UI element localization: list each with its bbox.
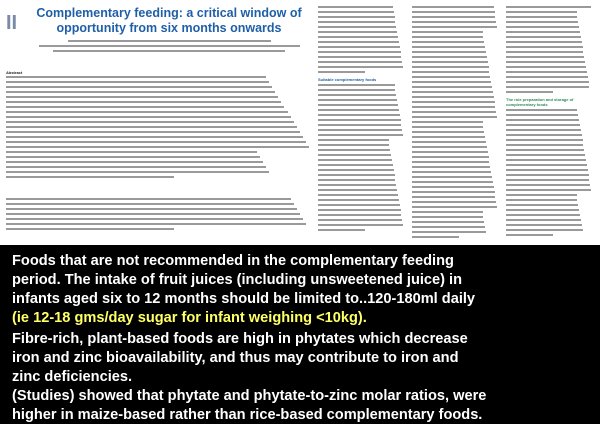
text-line bbox=[506, 86, 589, 88]
text-line bbox=[412, 41, 484, 43]
text-line bbox=[318, 6, 393, 8]
text-line bbox=[318, 229, 365, 231]
text-line bbox=[318, 209, 401, 211]
text-line bbox=[318, 204, 400, 206]
text-line bbox=[6, 96, 278, 98]
keywords-block bbox=[6, 198, 312, 238]
text-line bbox=[412, 46, 485, 48]
caption-line-8: (Studies) showed that phytate and phytate-to-zinc molar ratios, were bbox=[12, 388, 487, 404]
text-line bbox=[412, 11, 495, 13]
text-line bbox=[506, 26, 579, 28]
text-line bbox=[6, 151, 257, 153]
text-line bbox=[318, 31, 397, 33]
text-line bbox=[6, 213, 300, 215]
text-line bbox=[318, 169, 394, 171]
text-line bbox=[506, 81, 589, 83]
text-line bbox=[506, 129, 581, 131]
text-line bbox=[6, 146, 309, 148]
text-line bbox=[412, 186, 494, 188]
text-line bbox=[412, 81, 491, 83]
text-line bbox=[412, 201, 496, 203]
text-line bbox=[6, 121, 294, 123]
text-line bbox=[318, 179, 395, 181]
text-line bbox=[506, 21, 578, 23]
text-line bbox=[412, 236, 459, 238]
text-line bbox=[318, 56, 401, 58]
text-line bbox=[6, 156, 260, 158]
text-line bbox=[506, 139, 583, 141]
text-line bbox=[318, 184, 396, 186]
text-line bbox=[412, 116, 497, 118]
text-line bbox=[412, 86, 492, 88]
text-line bbox=[412, 181, 493, 183]
text-line bbox=[318, 154, 391, 156]
text-line bbox=[506, 149, 584, 151]
text-line bbox=[506, 234, 553, 236]
text-line bbox=[412, 126, 483, 128]
text-line bbox=[412, 31, 483, 33]
text-line bbox=[506, 174, 589, 176]
text-line bbox=[318, 124, 401, 126]
text-line bbox=[6, 203, 294, 205]
text-line bbox=[412, 131, 484, 133]
text-line bbox=[318, 149, 390, 151]
text-line bbox=[506, 11, 577, 13]
text-line bbox=[506, 154, 585, 156]
text-line bbox=[506, 71, 587, 73]
text-line bbox=[412, 216, 483, 218]
author-block bbox=[24, 40, 314, 62]
text-line bbox=[412, 221, 484, 223]
journal-logo: II bbox=[6, 12, 18, 34]
text-line bbox=[506, 31, 580, 33]
caption-line-9: higher in maize-based rather than rice-based complementary foods. bbox=[12, 407, 483, 423]
text-line bbox=[318, 26, 396, 28]
text-line bbox=[412, 226, 485, 228]
text-line bbox=[318, 99, 397, 101]
text-line bbox=[318, 144, 389, 146]
text-line bbox=[412, 106, 495, 108]
text-line bbox=[318, 46, 400, 48]
text-line bbox=[506, 36, 581, 38]
text-line bbox=[318, 139, 389, 141]
text-line bbox=[318, 61, 402, 63]
affiliation-line bbox=[39, 45, 300, 47]
text-line bbox=[318, 129, 402, 131]
article-column-1 bbox=[318, 6, 404, 242]
text-line bbox=[412, 231, 486, 233]
caption-line-3: infants aged six to 12 months should be limited to..120-180ml daily bbox=[12, 291, 476, 307]
text-line bbox=[506, 159, 586, 161]
text-line bbox=[6, 106, 284, 108]
slide-caption bbox=[0, 245, 600, 423]
text-line bbox=[412, 66, 489, 68]
text-line bbox=[412, 26, 497, 28]
text-line bbox=[6, 101, 281, 103]
text-line bbox=[6, 218, 303, 220]
text-line bbox=[412, 191, 495, 193]
text-line bbox=[506, 51, 583, 53]
text-line bbox=[412, 211, 483, 213]
text-line bbox=[412, 146, 487, 148]
text-line bbox=[506, 179, 589, 181]
text-line bbox=[318, 189, 397, 191]
text-line bbox=[412, 51, 486, 53]
text-line bbox=[412, 61, 488, 63]
text-line bbox=[412, 101, 495, 103]
caption-line-5: Fibre-rich, plant-based foods are high in phytates which decrease bbox=[12, 331, 468, 347]
text-line bbox=[506, 194, 577, 196]
text-line bbox=[506, 164, 587, 166]
text-line bbox=[412, 136, 485, 138]
article-column-3 bbox=[506, 6, 592, 242]
text-line bbox=[318, 194, 398, 196]
caption-line-highlight: (ie 12-18 gms/day sugar for infant weighing <10kg). bbox=[12, 310, 367, 326]
section-heading: Suitable complementary foods bbox=[318, 77, 377, 82]
text-line bbox=[6, 198, 291, 200]
text-line bbox=[318, 21, 395, 23]
text-line bbox=[6, 171, 269, 173]
text-line bbox=[412, 176, 492, 178]
abstract-text-block bbox=[6, 76, 312, 184]
text-line bbox=[412, 16, 495, 18]
text-line bbox=[318, 41, 399, 43]
text-line bbox=[318, 214, 401, 216]
text-line bbox=[6, 111, 288, 113]
text-line bbox=[318, 174, 395, 176]
text-line bbox=[506, 91, 553, 93]
text-line bbox=[318, 159, 392, 161]
text-line bbox=[506, 214, 580, 216]
text-line bbox=[412, 166, 490, 168]
text-line bbox=[506, 66, 586, 68]
text-line bbox=[318, 71, 365, 73]
text-line bbox=[6, 131, 300, 133]
text-line bbox=[506, 219, 581, 221]
text-line bbox=[506, 56, 584, 58]
text-line bbox=[318, 164, 393, 166]
text-line bbox=[412, 96, 494, 98]
text-line bbox=[412, 161, 489, 163]
abstract-heading: Abstract bbox=[6, 70, 23, 75]
text-line bbox=[506, 184, 590, 186]
text-line bbox=[6, 76, 266, 78]
text-line bbox=[318, 104, 398, 106]
text-line bbox=[412, 206, 497, 208]
text-line bbox=[506, 169, 588, 171]
text-line bbox=[506, 134, 582, 136]
text-line bbox=[318, 134, 403, 136]
text-line bbox=[506, 16, 577, 18]
text-line bbox=[412, 56, 487, 58]
caption-line-2: period. The intake of fruit juices (including unsweetened juice) in bbox=[12, 272, 463, 288]
text-line bbox=[506, 229, 583, 231]
text-line bbox=[318, 119, 401, 121]
text-line bbox=[318, 114, 400, 116]
text-line bbox=[6, 86, 272, 88]
text-line bbox=[318, 109, 399, 111]
text-line bbox=[6, 166, 266, 168]
text-line bbox=[412, 196, 495, 198]
text-line bbox=[412, 6, 494, 8]
article-title: Complementary feeding: a critical window of opportunity from six months onwards bbox=[36, 6, 302, 35]
text-line bbox=[412, 111, 496, 113]
article-column-2 bbox=[412, 6, 498, 242]
text-line bbox=[6, 116, 291, 118]
text-line bbox=[506, 204, 578, 206]
affiliation-line bbox=[53, 50, 285, 52]
text-line bbox=[318, 199, 399, 201]
text-line bbox=[6, 126, 297, 128]
text-line bbox=[506, 189, 591, 191]
text-line bbox=[6, 141, 306, 143]
text-line bbox=[318, 66, 403, 68]
text-line bbox=[412, 141, 486, 143]
text-line bbox=[318, 84, 395, 86]
text-line bbox=[6, 81, 269, 83]
text-line bbox=[506, 61, 585, 63]
section-heading: The role preparation and storage of complementary foods bbox=[506, 97, 574, 107]
caption-line-1: Foods that are not recommended in the complementary feeding bbox=[12, 253, 454, 269]
text-line bbox=[506, 224, 582, 226]
text-line bbox=[506, 119, 579, 121]
text-line bbox=[318, 11, 394, 13]
caption-line-6: iron and zinc bioavailability, and thus may contribute to iron and bbox=[12, 350, 459, 366]
text-line bbox=[506, 41, 582, 43]
text-line bbox=[506, 124, 580, 126]
text-line bbox=[412, 156, 489, 158]
author-line bbox=[68, 40, 271, 42]
caption-line-7: zinc deficiencies. bbox=[12, 369, 133, 385]
text-line bbox=[318, 51, 401, 53]
text-line bbox=[506, 76, 588, 78]
text-line bbox=[412, 71, 489, 73]
text-line bbox=[412, 76, 490, 78]
text-line bbox=[318, 94, 396, 96]
text-line bbox=[6, 228, 174, 230]
text-line bbox=[506, 109, 577, 111]
text-line bbox=[318, 89, 395, 91]
text-line bbox=[6, 161, 263, 163]
text-line bbox=[6, 136, 303, 138]
text-line bbox=[6, 176, 174, 178]
text-line bbox=[506, 6, 591, 8]
text-line bbox=[412, 36, 483, 38]
text-line bbox=[318, 16, 395, 18]
text-line bbox=[506, 114, 578, 116]
text-line bbox=[412, 171, 491, 173]
text-line bbox=[506, 46, 583, 48]
text-line bbox=[6, 91, 275, 93]
text-line bbox=[506, 199, 577, 201]
text-line bbox=[6, 223, 306, 225]
text-line bbox=[412, 151, 488, 153]
text-line bbox=[506, 209, 579, 211]
text-line bbox=[318, 36, 398, 38]
text-line bbox=[506, 144, 583, 146]
text-line bbox=[412, 21, 496, 23]
text-line bbox=[318, 224, 403, 226]
text-line bbox=[6, 208, 297, 210]
text-line bbox=[412, 121, 483, 123]
text-line bbox=[318, 219, 402, 221]
text-line bbox=[412, 91, 493, 93]
